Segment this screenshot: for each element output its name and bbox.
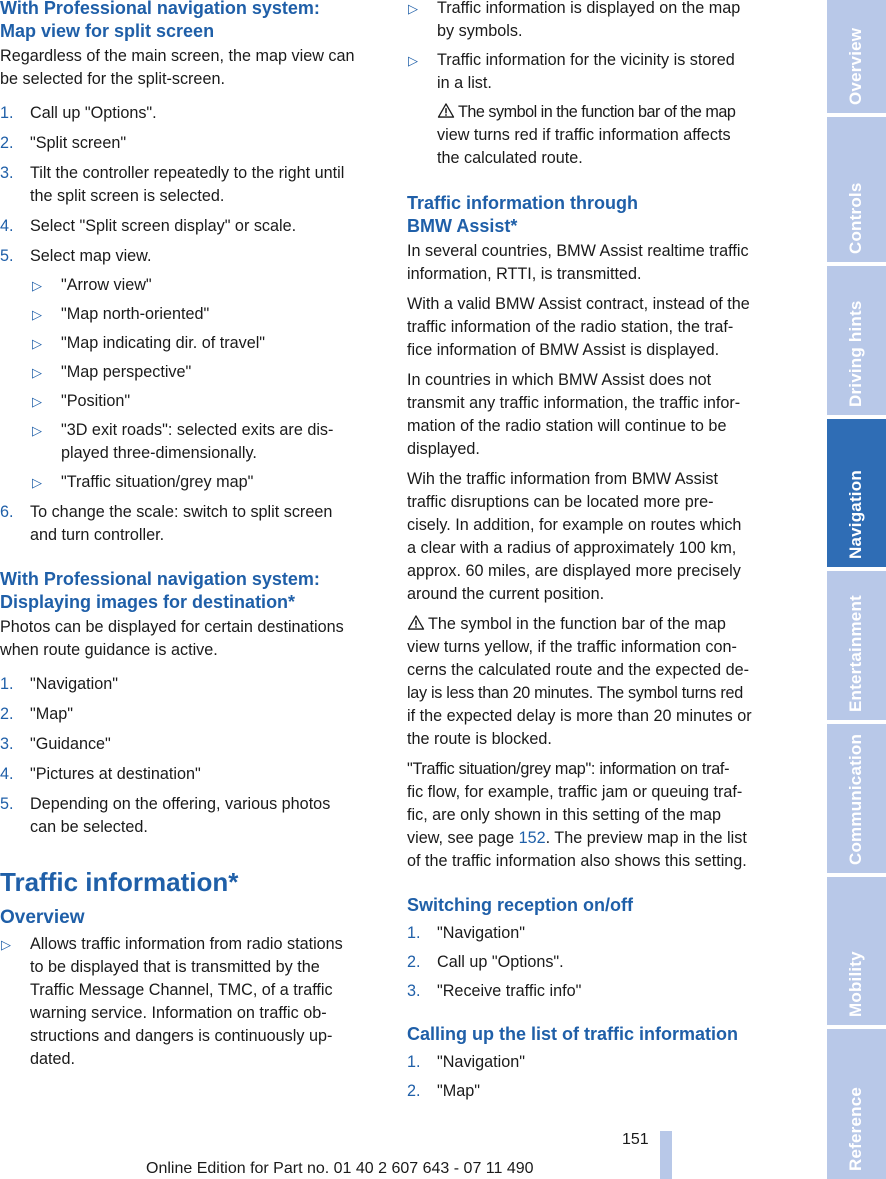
triangle-bullet-icon: ▷ — [32, 336, 42, 351]
step-number: 2. — [0, 705, 14, 723]
text-line: the calculated route. — [437, 149, 583, 167]
numbered-step — [407, 980, 787, 1003]
step-number: 4. — [0, 765, 14, 783]
bullet-text: Traffic information is displayed on the map — [437, 0, 741, 17]
numbered-step — [0, 763, 380, 786]
chapter-tab-label: Mobility — [845, 951, 865, 1017]
text-line: transmit any traffic information, the traffic infor- — [407, 394, 741, 412]
step-number: 5. — [0, 795, 14, 813]
bullet-item — [0, 303, 380, 326]
overview-heading: Overview — [0, 907, 85, 928]
step-text: Select map view. — [30, 247, 152, 265]
numbered-step — [0, 673, 380, 696]
note-text: The symbol in the function bar of the map — [428, 615, 726, 633]
step-text: Tilt the controller repeatedly to the right until — [30, 164, 345, 182]
split-heading-line2: Map view for split screen — [0, 21, 215, 41]
numbered-step — [0, 102, 380, 125]
text-line: cisely. In addition, for example on routes which — [407, 516, 742, 534]
triangle-bullet-icon: ▷ — [1, 937, 11, 952]
list-steps-list — [407, 1051, 787, 1103]
images-heading — [0, 568, 380, 614]
step-text: "Navigation" — [437, 1053, 525, 1071]
step-text: "Guidance" — [30, 735, 111, 753]
text-line: In countries in which BMW Assist does not — [407, 371, 712, 389]
chapter-tab-label: Driving hints — [845, 300, 865, 407]
page-marker-bar — [660, 1131, 672, 1179]
chapter-tab-label: Overview — [845, 27, 865, 105]
chapter-tab-communication[interactable] — [827, 724, 886, 873]
text-line: traffic disruptions can be located more pre- — [407, 493, 714, 511]
bullet-item — [407, 0, 787, 43]
text-line: information, RTTI, is transmitted. — [407, 265, 642, 283]
numbered-step — [0, 162, 380, 208]
text-line: mation of the radio station will continue to be — [407, 417, 727, 435]
images-intro — [0, 616, 380, 662]
chapter-tab-overview[interactable] — [827, 0, 886, 113]
text-line: traffic information of the radio station, the traf- — [407, 318, 734, 336]
text-line: cerns the calculated route and the expected de- — [407, 661, 749, 679]
bullet-item — [0, 332, 380, 355]
step-text: the split screen is selected. — [30, 187, 225, 205]
map-view-options-list — [0, 274, 380, 494]
text-line: Wih the traffic information from BMW Assist — [407, 470, 718, 488]
split-steps-list — [0, 102, 380, 268]
right-column — [407, 0, 787, 1103]
triangle-bullet-icon: ▷ — [408, 1, 418, 16]
numbered-step — [407, 1080, 787, 1103]
bullet-text: warning service. Information on traffic ob- — [30, 1004, 327, 1022]
chapter-tab-label: Navigation — [845, 470, 865, 559]
triangle-bullet-icon: ▷ — [32, 307, 42, 322]
bullet-item — [0, 390, 380, 413]
step-number: 1. — [0, 104, 14, 122]
step-text: "Split screen" — [30, 134, 127, 152]
text-span: . The preview map in the list — [545, 829, 747, 847]
text-span: view, see page — [407, 829, 519, 847]
bullet-text: "3D exit roads": selected exits are dis- — [61, 421, 334, 439]
step-text: "Receive traffic info" — [437, 982, 582, 1000]
step-text: To change the scale: switch to split screen — [30, 503, 333, 521]
chapter-tab-reference[interactable] — [827, 1029, 886, 1179]
chapter-tab-label: Entertainment — [845, 595, 865, 712]
step-text: can be selected. — [30, 818, 148, 836]
step-text: "Navigation" — [437, 924, 525, 942]
chapter-tab-driving-hints[interactable] — [827, 266, 886, 415]
step-number: 5. — [0, 247, 14, 265]
text-line: view turns red if traffic information affects — [437, 126, 731, 144]
text-line: Photos can be displayed for certain destinations — [0, 618, 344, 636]
text-line — [407, 827, 787, 850]
note-text: The symbol in the function bar of the map — [458, 103, 736, 121]
step-number: 2. — [407, 953, 421, 971]
chapter-tab-navigation[interactable] — [827, 419, 886, 567]
bullet-text: "Position" — [61, 392, 131, 410]
images-heading-line2: Displaying images for destination* — [0, 592, 296, 612]
page-number: 151 — [622, 1131, 649, 1148]
step-number: 1. — [407, 1053, 421, 1071]
text-line: In several countries, BMW Assist realtime traffic — [407, 242, 749, 260]
bmw-assist-heading — [407, 192, 787, 238]
step-text: "Pictures at destination" — [30, 765, 201, 783]
bullet-text: to be displayed that is transmitted by the — [30, 958, 320, 976]
step-text: and turn controller. — [30, 526, 165, 544]
text-line: approx. 60 miles, are displayed more precisely — [407, 562, 741, 580]
triangle-bullet-icon: ▷ — [408, 53, 418, 68]
triangle-bullet-icon: ▷ — [32, 394, 42, 409]
bullet-text: Traffic Message Channel, TMC, of a traffic — [30, 981, 333, 999]
bullet-text: Traffic information for the vicinity is stored — [437, 51, 735, 69]
text-line: Regardless of the main screen, the map view can — [0, 47, 355, 65]
bullet-text: in a list. — [437, 74, 492, 92]
numbered-step — [407, 951, 787, 974]
text-line: fice information of BMW Assist is displayed. — [407, 341, 720, 359]
yellow-symbol-note — [407, 613, 787, 751]
numbered-step — [407, 1051, 787, 1074]
step-number: 3. — [0, 164, 14, 182]
calling-list-heading: Calling up the list of traffic information — [407, 1024, 738, 1044]
warning-triangle-icon — [407, 615, 425, 630]
bullet-text: "Map north-oriented" — [61, 305, 210, 323]
images-heading-line1: With Professional navigation system: — [0, 569, 320, 589]
triangle-bullet-icon: ▷ — [32, 423, 42, 438]
bullet-item — [407, 49, 787, 95]
chapter-tab-label: Communication — [845, 733, 865, 865]
numbered-step — [0, 501, 380, 547]
text-line: of the traffic information also shows this setting. — [407, 852, 747, 870]
assist-heading-line1: Traffic information through — [407, 193, 638, 213]
text-line: the route is blocked. — [407, 730, 552, 748]
step-number: 1. — [0, 675, 14, 693]
bullet-text: structions and dangers is continuously up- — [30, 1027, 333, 1045]
text-line: when route guidance is active. — [0, 641, 218, 659]
text-line: a clear with a radius of approximately 100 km, — [407, 539, 737, 557]
step-text: "Map" — [30, 705, 73, 723]
step-number: 4. — [0, 217, 14, 235]
text-line: if the expected delay is more than 20 minutes or — [407, 707, 752, 725]
bullet-text: dated. — [30, 1050, 76, 1068]
bullet-item — [0, 419, 380, 465]
assist-paragraph-4 — [407, 468, 787, 606]
step-number: 2. — [0, 134, 14, 152]
text-line: fic flow, for example, traffic jam or queuing traf- — [407, 783, 743, 801]
warning-triangle-icon — [437, 103, 455, 118]
step-text: Select "Split screen display" or scale. — [30, 217, 297, 235]
bullet-text: "Arrow view" — [61, 276, 152, 294]
assist-paragraph-2 — [407, 293, 787, 362]
step-text: Depending on the offering, various photos — [30, 795, 331, 813]
split-screen-heading — [0, 0, 380, 43]
text-line: displayed. — [407, 440, 480, 458]
triangle-bullet-icon: ▷ — [32, 365, 42, 380]
text-line: With a valid BMW Assist contract, instead of the — [407, 295, 750, 313]
switching-reception-heading: Switching reception on/off — [407, 895, 633, 915]
chapter-tab-mobility[interactable] — [827, 877, 886, 1025]
split-step-6 — [0, 501, 380, 547]
bullet-text: Allows traffic information from radio stations — [30, 935, 343, 953]
text-line: around the current position. — [407, 585, 605, 603]
text-line: "Traffic situation/grey map": information on traf- — [407, 760, 730, 778]
step-text: Call up "Options". — [437, 953, 564, 971]
split-intro — [0, 45, 380, 91]
step-number: 2. — [407, 1082, 421, 1100]
numbered-step — [407, 922, 787, 945]
text-line: fic, are only shown in this setting of the map — [407, 806, 722, 824]
grey-map-paragraph — [407, 758, 787, 873]
bullet-item — [0, 361, 380, 384]
numbered-step — [0, 132, 380, 155]
step-text: "Map" — [437, 1082, 480, 1100]
numbered-step — [0, 245, 380, 268]
numbered-step — [0, 793, 380, 839]
text-line: view turns yellow, if the traffic information con- — [407, 638, 737, 656]
overview-bullet — [0, 933, 380, 1071]
bullet-item — [0, 471, 380, 494]
left-column — [0, 0, 380, 1071]
traffic-bullets-list — [407, 0, 787, 95]
numbered-step — [0, 733, 380, 756]
numbered-step — [0, 703, 380, 726]
step-text: "Navigation" — [30, 675, 118, 693]
bullet-text: "Map perspective" — [61, 363, 192, 381]
step-text: Call up "Options". — [30, 104, 157, 122]
switch-steps-list — [407, 922, 787, 1003]
images-steps-list — [0, 673, 380, 839]
numbered-step — [0, 215, 380, 238]
page-152-link[interactable]: 152 — [518, 829, 546, 847]
text-line — [437, 101, 787, 124]
bullet-text: played three-dimensionally. — [61, 444, 257, 462]
step-number: 3. — [407, 982, 421, 1000]
triangle-bullet-icon: ▷ — [32, 475, 42, 490]
red-symbol-note — [407, 101, 787, 170]
edition-line: Online Edition for Part no. 01 40 2 607 643 - 07 11 490 — [146, 1160, 534, 1177]
bullet-item — [0, 274, 380, 297]
chapter-tab-label: Controls — [845, 182, 865, 254]
text-line: lay is less than 20 minutes. The symbol turns red — [407, 684, 743, 702]
chapter-tabs — [827, 0, 886, 1179]
bullet-item — [0, 933, 380, 1071]
split-heading-line1: With Professional navigation system: — [0, 0, 320, 18]
chapter-tab-controls[interactable] — [827, 117, 886, 262]
assist-paragraph-1 — [407, 240, 787, 286]
chapter-tab-entertainment[interactable] — [827, 571, 886, 720]
assist-heading-line2: BMW Assist* — [407, 216, 518, 236]
bullet-text: "Traffic situation/grey map" — [61, 473, 254, 491]
traffic-information-title: Traffic information* — [0, 867, 239, 897]
assist-paragraph-3 — [407, 369, 787, 461]
bullet-text: "Map indicating dir. of travel" — [61, 334, 266, 352]
text-line — [407, 613, 787, 636]
chapter-tab-label: Reference — [845, 1086, 865, 1171]
step-number: 6. — [0, 503, 14, 521]
bullet-text: by symbols. — [437, 22, 523, 40]
triangle-bullet-icon: ▷ — [32, 278, 42, 293]
step-number: 1. — [407, 924, 421, 942]
text-line: be selected for the split-screen. — [0, 70, 225, 88]
step-number: 3. — [0, 735, 14, 753]
